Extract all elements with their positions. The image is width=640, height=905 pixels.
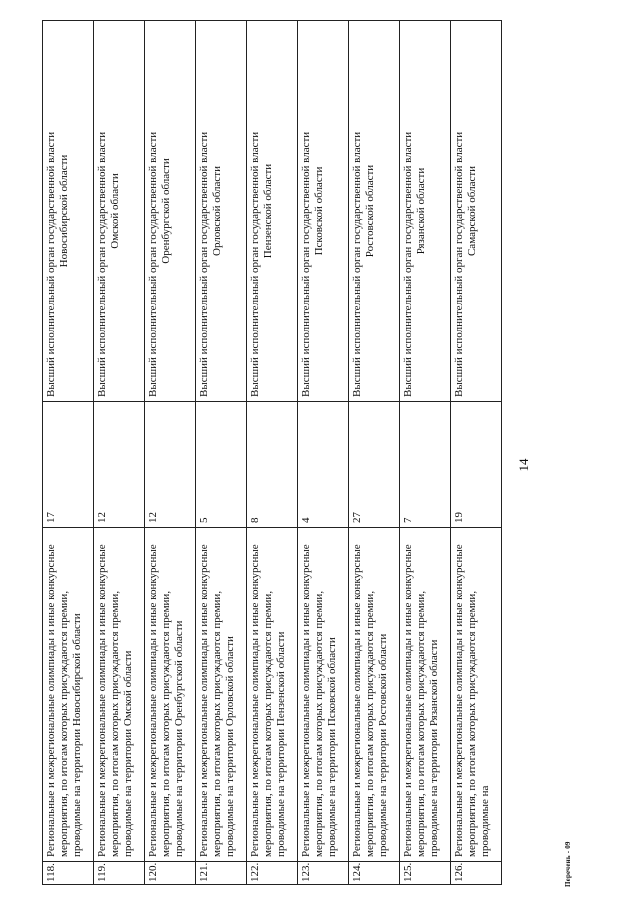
organizer-line-2: Омской области <box>108 173 121 249</box>
organizer-line-2: Орловской области <box>210 166 223 256</box>
table-row <box>247 21 298 885</box>
award-count: 4 <box>298 402 349 528</box>
table-row <box>43 21 94 885</box>
organizer-line-1: Высший исполнительный орган государственной власти <box>45 131 57 397</box>
event-name: Региональные и межрегиональные олимпиады и иные конкурсные мероприятия, по итогам которых присуждаются премии, проводимые на территории Псковской области <box>298 528 349 862</box>
table-row <box>145 21 196 885</box>
event-name: Региональные и межрегиональные олимпиады и иные конкурсные мероприятия, по итогам которых присуждаются премии, проводимые на территории Новосибирской области <box>43 528 94 862</box>
award-count: 7 <box>400 402 451 528</box>
award-count: 12 <box>145 402 196 528</box>
page-number: 14 <box>516 458 531 472</box>
event-name: Региональные и межрегиональные олимпиады и иные конкурсные мероприятия, по итогам которых присуждаются премии, проводимые на территории Рязанской области <box>400 528 451 862</box>
event-name: Региональные и межрегиональные олимпиады и иные конкурсные мероприятия, по итогам которых присуждаются премии, проводимые на территории Омской области <box>94 528 145 862</box>
row-number: 118. <box>43 862 94 885</box>
table-row <box>400 21 451 885</box>
organizer-line-2: Псковской области <box>312 166 325 256</box>
organizer-cell <box>43 21 94 402</box>
organizer-line-1: Высший исполнительный орган государственной власти <box>402 131 414 397</box>
event-name: Региональные и межрегиональные олимпиады и иные конкурсные мероприятия, по итогам которых присуждаются премии, проводимые на <box>451 528 502 862</box>
organizer-line-2: Самарской области <box>465 165 478 257</box>
organizer-line-1: Высший исполнительный орган государственной власти <box>351 131 363 397</box>
organizer-line-2: Ростовской области <box>363 164 376 258</box>
row-number: 119. <box>94 862 145 885</box>
row-number: 122. <box>247 862 298 885</box>
organizer-cell <box>298 21 349 402</box>
award-count: 27 <box>349 402 400 528</box>
event-name: Региональные и межрегиональные олимпиады и иные конкурсные мероприятия, по итогам которых присуждаются премии, проводимые на территории Орловской области <box>196 528 247 862</box>
award-count: 19 <box>451 402 502 528</box>
table-row <box>349 21 400 885</box>
row-number: 126. <box>451 862 502 885</box>
table-row <box>298 21 349 885</box>
organizer-cell <box>247 21 298 402</box>
award-count: 12 <box>94 402 145 528</box>
award-count: 5 <box>196 402 247 528</box>
footer-document-mark: Перечень - 09 <box>564 841 572 887</box>
organizer-line-1: Высший исполнительный орган государственной власти <box>96 131 108 397</box>
organizer-line-2: Рязанской области <box>414 167 427 255</box>
organizer-line-1: Высший исполнительный орган государственной власти <box>147 131 159 397</box>
organizer-cell <box>196 21 247 402</box>
organizer-cell <box>349 21 400 402</box>
organizer-cell <box>94 21 145 402</box>
table-row <box>451 21 502 885</box>
organizer-cell <box>145 21 196 402</box>
award-count: 17 <box>43 402 94 528</box>
table-row <box>196 21 247 885</box>
event-name: Региональные и межрегиональные олимпиады и иные конкурсные мероприятия, по итогам которых присуждаются премии, проводимые на территории Оренбургской области <box>145 528 196 862</box>
award-count: 8 <box>247 402 298 528</box>
organizer-line-1: Высший исполнительный орган государственной власти <box>453 131 465 397</box>
table-body <box>43 21 502 885</box>
organizer-line-2: Новосибирской области <box>57 154 70 268</box>
organizer-line-1: Высший исполнительный орган государственной власти <box>300 131 312 397</box>
organizer-line-2: Оренбургской области <box>159 158 172 264</box>
table-row <box>94 21 145 885</box>
row-number: 121. <box>196 862 247 885</box>
row-number: 123. <box>298 862 349 885</box>
row-number: 124. <box>349 862 400 885</box>
organizer-cell <box>400 21 451 402</box>
event-name: Региональные и межрегиональные олимпиады и иные конкурсные мероприятия, по итогам которых присуждаются премии, проводимые на территории Ростовской области <box>349 528 400 862</box>
row-number: 120. <box>145 862 196 885</box>
organizer-line-1: Высший исполнительный орган государственной власти <box>198 131 210 397</box>
row-number: 125. <box>400 862 451 885</box>
organizer-line-1: Высший исполнительный орган государственной власти <box>249 131 261 397</box>
olympiad-list-table <box>42 20 502 885</box>
organizer-line-2: Пензенской области <box>261 163 274 259</box>
organizer-cell <box>451 21 502 402</box>
rotated-page <box>42 45 598 885</box>
event-name: Региональные и межрегиональные олимпиады и иные конкурсные мероприятия, по итогам которых присуждаются премии, проводимые на территории Пензенской области <box>247 528 298 862</box>
